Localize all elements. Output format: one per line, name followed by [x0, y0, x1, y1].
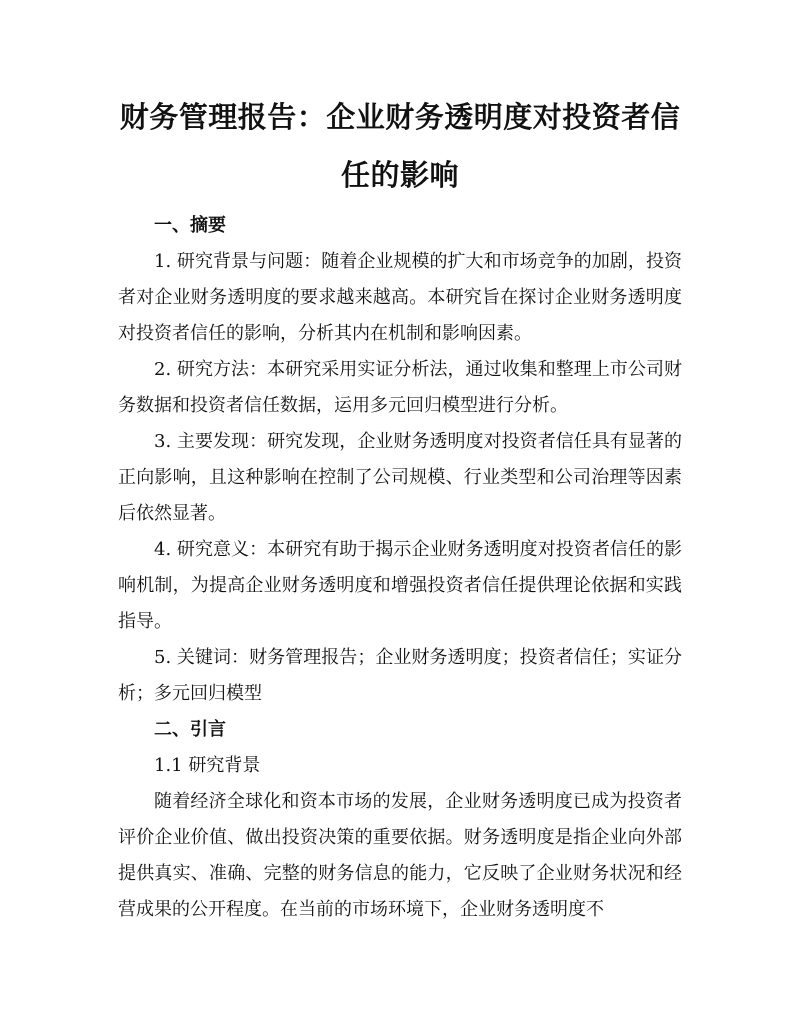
document-title: 财务管理报告：企业财务透明度对投资者信任的影响 [119, 100, 681, 192]
abstract-item-1: 1. 研究背景与问题：随着企业规模的扩大和市场竞争的加剧，投资者对企业财务透明度的要求越来越高。本研究旨在探讨企业财务透明度对投资者信任的影响，分析其内在机制和影响因素。 [118, 251, 682, 344]
introduction-paragraph: 随着经济全球化和资本市场的发展，企业财务透明度已成为投资者评价企业价值、做出投资决策的重要依据。财务透明度是指企业向外部提供真实、准确、完整的财务信息的能力，它反映了企业财务状况和经营成果的公开程度。在当前的市场环境下，企业财务透明度不 [118, 791, 682, 920]
abstract-heading: 一、摘要 [154, 215, 226, 236]
introduction-heading: 二、引言 [154, 719, 226, 740]
research-background-subheading: 1.1 研究背景 [154, 755, 261, 776]
abstract-item-4: 4. 研究意义：本研究有助于揭示企业财务透明度对投资者信任的影响机制，为提高企业财务透明度和增强投资者信任提供理论依据和实践指导。 [118, 539, 682, 632]
abstract-item-2: 2. 研究方法：本研究采用实证分析法，通过收集和整理上市公司财务数据和投资者信任数据，运用多元回归模型进行分析。 [118, 359, 682, 416]
abstract-item-3: 3. 主要发现：研究发现，企业财务透明度对投资者信任具有显著的正向影响，且这种影响在控制了公司规模、行业类型和公司治理等因素后依然显著。 [118, 431, 682, 524]
abstract-item-5: 5. 关键词：财务管理报告；企业财务透明度；投资者信任；实证分析；多元回归模型 [118, 647, 682, 704]
